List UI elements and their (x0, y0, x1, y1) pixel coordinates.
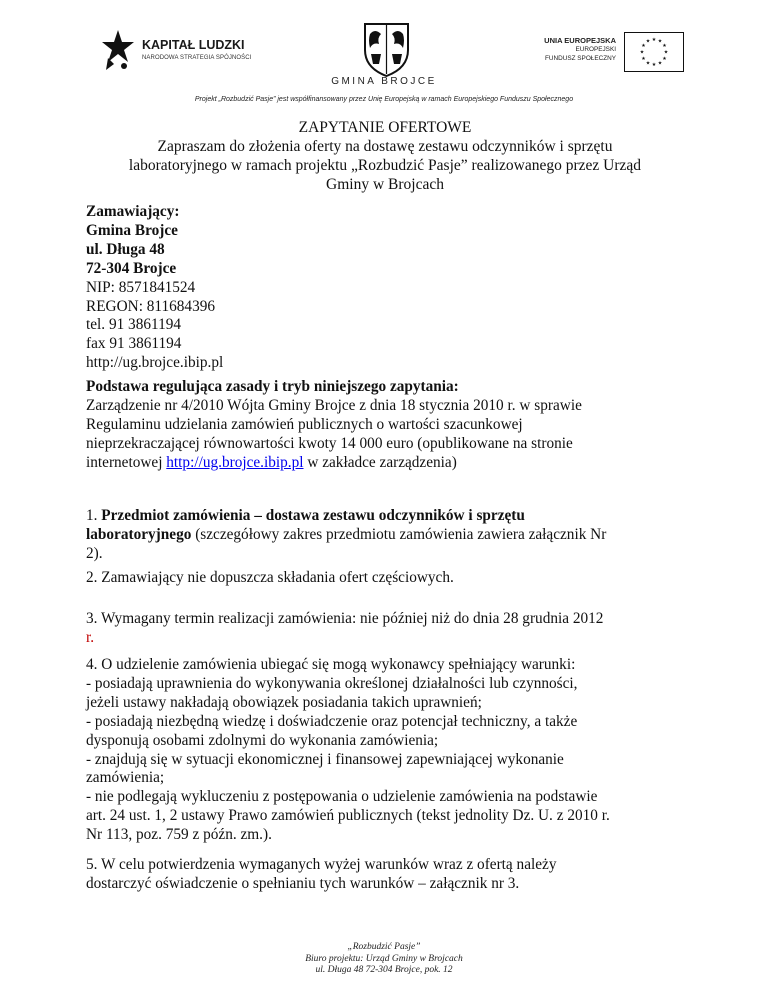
zamawiajacy-fax: fax 91 3861194 (86, 335, 182, 353)
point-1-number: 1. (86, 507, 102, 524)
svg-text:★: ★ (657, 60, 663, 67)
eu-label (528, 36, 616, 63)
point-4-line: dysponują osobami zdolnymi do wykonania zamówienia; (86, 731, 439, 749)
svg-text:★: ★ (651, 37, 657, 43)
point-4 (86, 656, 686, 845)
svg-text:★: ★ (645, 60, 651, 67)
point-5-line: 5. W celu potwierdzenia wymaganych wyżej warunków wraz z ofertą należy (86, 856, 557, 873)
svg-text:★: ★ (645, 38, 651, 45)
eu-line-1: UNIA EUROPEJSKA (544, 36, 616, 45)
point-1-bold-2: laboratoryjnego (86, 525, 192, 543)
zamawiajacy-regon: REGON: 811684396 (86, 297, 216, 315)
zamawiajacy-label: Zamawiający: (86, 203, 180, 220)
point-5-line: dostarczyć oświadczenie o spełnianiu tych warunków – załącznik nr 3. (86, 874, 520, 892)
point-2-text: 2. Zamawiający nie dopuszcza składania ofert częściowych. (86, 569, 454, 586)
zamawiajacy-nip: NIP: 8571841524 (86, 278, 196, 296)
point-5 (86, 856, 686, 894)
svg-text:★: ★ (662, 56, 667, 62)
zamawiajacy-www: http://ug.brojce.ibip.pl (86, 354, 224, 372)
zamawiajacy-city: 72-304 Brojce (86, 259, 177, 277)
podstawa-line-2: Regulaminu udzielania zamówień publicznych o wartości szacunkowej (86, 415, 523, 433)
point-1-bold-1: Przedmiot zamówienia – dostawa zestawu odczynników i sprzętu (101, 507, 525, 524)
svg-text:★: ★ (641, 56, 646, 62)
point-4-line: jeżeli ustawy nakładają obowiązek posiadania takich uprawnień; (86, 693, 482, 711)
title-block (90, 118, 680, 194)
kapital-ludzki-star-icon (100, 28, 136, 72)
point-4-line: art. 24 ust. 1, 2 ustawy Prawo zamówień publicznych (tekst jednolity Dz. U. z 2010 r. (86, 807, 610, 825)
podstawa-line-1: Zarządzenie nr 4/2010 Wójta Gminy Brojce z dnia 18 stycznia 2010 r. w sprawie (86, 396, 582, 414)
point-1-line-3: 2). (86, 544, 103, 562)
page-footer (0, 942, 768, 977)
podstawa-line-3: nieprzekraczającej równowartości kwoty 14 000 euro (opublikowane na stronie (86, 434, 573, 452)
podstawa-line-4-pre: internetowej (86, 453, 167, 471)
podstawa-line-4 (86, 454, 686, 473)
podstawa-line-4-post: w zakładce zarządzenia) (303, 453, 457, 471)
podstawa-section (86, 378, 686, 473)
point-2 (86, 569, 686, 588)
title-line-3: Gminy w Brojcach (326, 176, 444, 193)
point-1-line-1 (86, 507, 686, 526)
eu-line-2: EUROPEJSKI (575, 46, 616, 53)
gmina-name: GMINA BROJCE (331, 76, 437, 87)
svg-text:★: ★ (641, 43, 646, 49)
svg-text:★: ★ (657, 38, 663, 45)
svg-text:★: ★ (662, 43, 667, 49)
kapital-ludzki-logo (100, 28, 252, 72)
point-3-line-1: 3. Wymagany termin realizacji zamówienia: nie później niż do dnia 28 grudnia 2012 (86, 610, 604, 627)
kapital-ludzki-title: KAPITAŁ LUDZKI (142, 38, 245, 52)
zamawiajacy-section (86, 203, 686, 373)
point-4-line: - posiadają uprawnienia do wykonywania określonej działalności lub czynności, (86, 674, 578, 692)
point-1-line-2 (86, 526, 686, 545)
podstawa-label: Podstawa regulująca zasady i tryb niniejszego zapytania: (86, 378, 459, 395)
zamawiajacy-tel: tel. 91 3861194 (86, 316, 182, 334)
point-4-line: - posiadają niezbędną wiedzę i doświadczenie oraz potencjał techniczny, a także (86, 712, 578, 730)
project-cofinancing-line: Projekt „Rozbudzić Pasje” jest współfinansowany przez Unię Europejską w ramach Europejskiego Funduszu Społecznego (194, 96, 574, 103)
point-4-line: 4. O udzielenie zamówienia ubiegać się mogą wykonawcy spełniający warunki: (86, 656, 576, 673)
gmina-crest-icon (359, 20, 414, 78)
svg-text:★: ★ (639, 49, 645, 56)
eu-flag-icon (624, 32, 684, 72)
title-line-1: Zapraszam do złożenia oferty na dostawę zestawu odczynników i sprzętu (157, 138, 613, 155)
kapital-ludzki-subtitle: NARODOWA STRATEGIA SPÓJNOŚCI (142, 55, 252, 61)
point-4-line: - znajdują się w sytuacji ekonomicznej i finansowej zapewniającej wykonanie (86, 750, 564, 768)
title-line-2: laboratoryjnego w ramach projektu „Rozbudzić Pasje” realizowanego przez Urząd (128, 157, 642, 174)
point-3 (86, 610, 686, 648)
footer-office: Biuro projektu: Urząd Gminy w Brojcach (305, 953, 463, 964)
page-title: ZAPYTANIE OFERTOWE (298, 119, 472, 136)
zamawiajacy-name: Gmina Brojce (86, 221, 178, 239)
bip-link[interactable]: http://ug.brojce.ibip.pl (166, 453, 304, 471)
svg-text:★: ★ (663, 49, 669, 56)
footer-project: „Rozbudzić Pasje” (347, 942, 421, 952)
point-4-line: Nr 113, poz. 759 z późn. zm.). (86, 826, 272, 844)
svg-text:★: ★ (651, 62, 657, 68)
point-4-line: - nie podlegają wykluczeniu z postępowania o udzielenie zamówienia na podstawie (86, 788, 598, 806)
zamawiajacy-street: ul. Długa 48 (86, 240, 165, 258)
point-3-line-2: r. (86, 628, 95, 646)
point-1-rest: (szczegółowy zakres przedmiotu zamówienia zawiera załącznik Nr (191, 525, 607, 543)
footer-address: ul. Długa 48 72-304 Brojce, pok. 12 (315, 965, 453, 975)
point-1 (86, 507, 686, 564)
point-4-line: zamówienia; (86, 769, 165, 787)
eu-line-3: FUNDUSZ SPOŁECZNY (544, 55, 616, 62)
